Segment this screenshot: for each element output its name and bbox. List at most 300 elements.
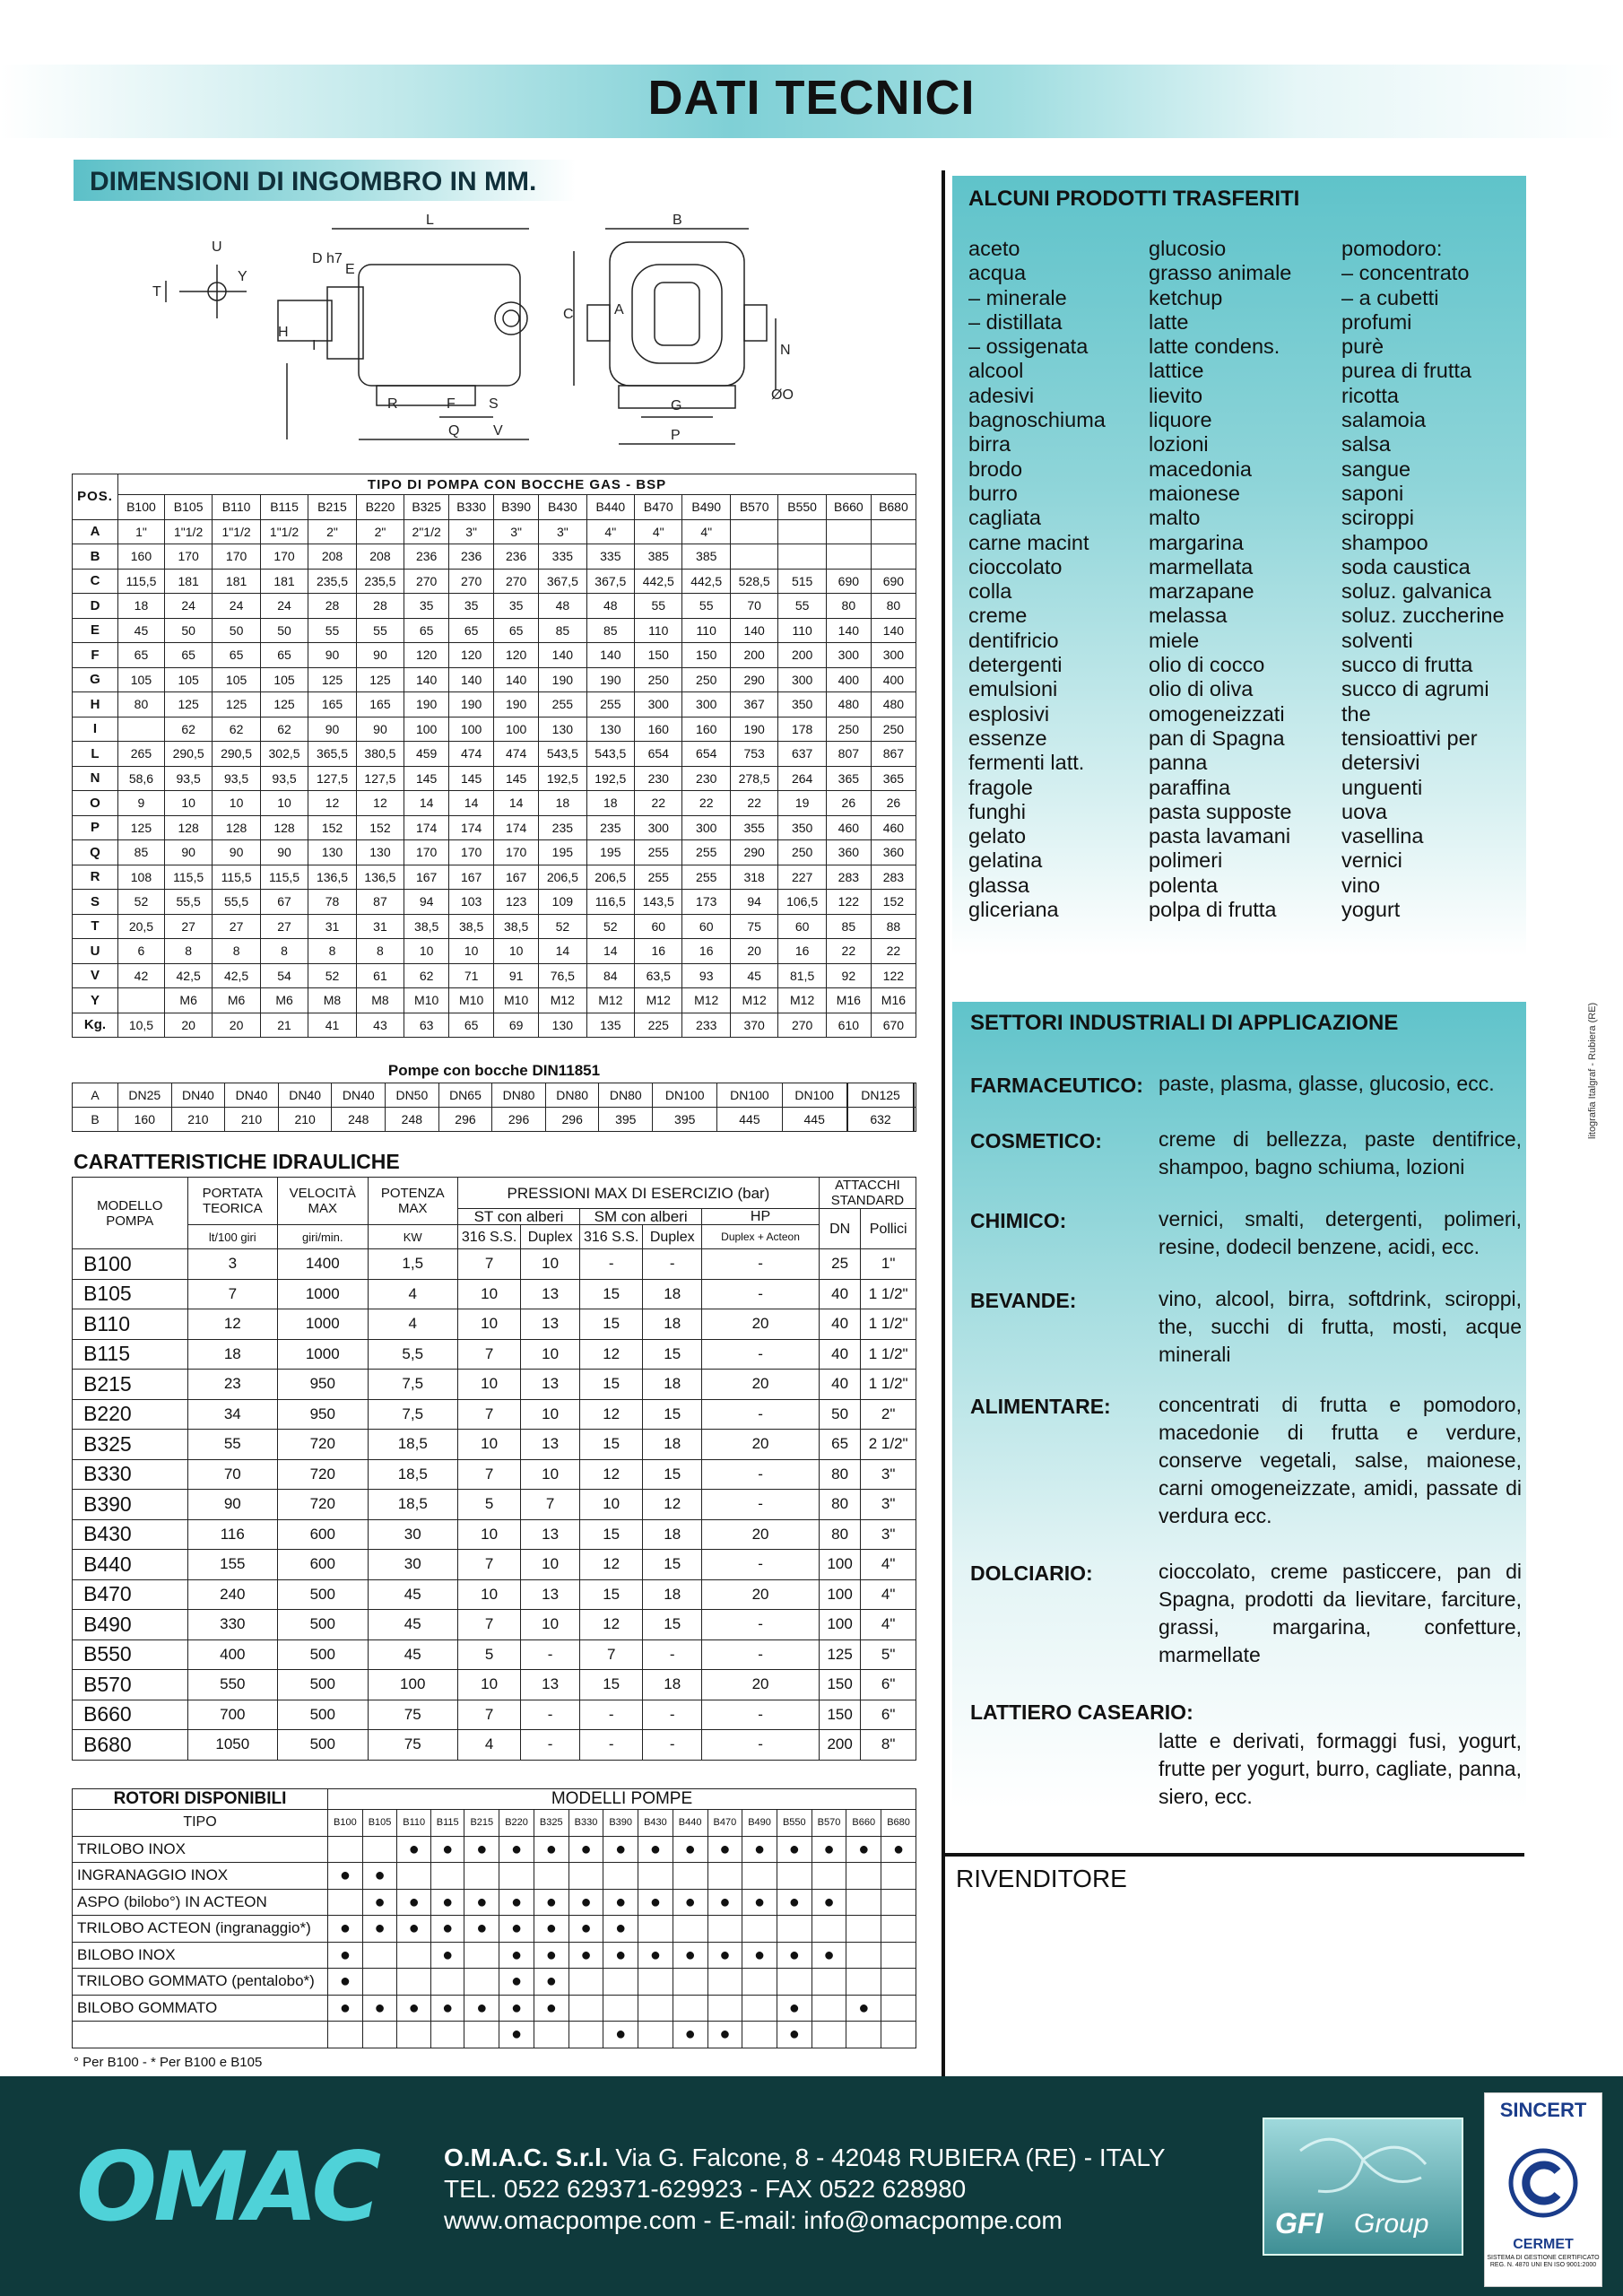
availability-dot: ● bbox=[812, 1889, 846, 1916]
row-label: B bbox=[73, 1108, 118, 1132]
table-cell: 65 bbox=[118, 643, 165, 668]
table-cell: 10 bbox=[521, 1550, 580, 1580]
availability-dot: ● bbox=[464, 1836, 499, 1863]
table-cell: M12 bbox=[778, 988, 826, 1013]
table-cell: 15 bbox=[580, 1519, 643, 1550]
table-cell: 116 bbox=[187, 1519, 277, 1550]
table-cell: 127,5 bbox=[308, 766, 356, 791]
table-row bbox=[73, 1490, 916, 1520]
table-cell: 10 bbox=[260, 791, 308, 816]
table-cell: 1,5 bbox=[368, 1249, 457, 1280]
table-cell: 145 bbox=[404, 766, 449, 791]
table-cell: 120 bbox=[449, 643, 494, 668]
table-cell: 7 bbox=[457, 1339, 520, 1370]
table-cell: 367 bbox=[730, 692, 777, 718]
table-row bbox=[73, 1700, 916, 1730]
table-cell: 90 bbox=[356, 643, 404, 668]
table-cell: 90 bbox=[164, 840, 212, 865]
product-item: soluz. galvanica bbox=[1341, 579, 1492, 604]
table-cell: 10 bbox=[449, 939, 494, 964]
availability-dot: ● bbox=[568, 1942, 603, 1969]
rotor-type: BILOBO INOX bbox=[73, 1942, 328, 1969]
table-cell: - bbox=[521, 1730, 580, 1761]
product-item: – minerale bbox=[968, 285, 1067, 309]
table-cell bbox=[397, 1969, 431, 1996]
table-cell: 10 bbox=[580, 1490, 643, 1520]
table-cell: 24 bbox=[260, 594, 308, 619]
table-cell: 385 bbox=[635, 544, 682, 570]
table-cell: 515 bbox=[778, 569, 826, 594]
row-label: Q bbox=[73, 840, 118, 865]
product-item: esplosivi bbox=[968, 701, 1050, 726]
table-cell: 690 bbox=[826, 569, 871, 594]
table-cell: 48 bbox=[586, 594, 634, 619]
table-cell: 52 bbox=[586, 914, 634, 939]
product-item: – concentrato bbox=[1341, 261, 1470, 285]
row-label: U bbox=[73, 939, 118, 964]
table-cell: 270 bbox=[494, 569, 539, 594]
table-row bbox=[73, 1863, 916, 1890]
table-row bbox=[73, 643, 916, 668]
table-cell: 270 bbox=[404, 569, 449, 594]
table-cell: 235,5 bbox=[356, 569, 404, 594]
row-label: L bbox=[73, 742, 118, 767]
availability-dot: ● bbox=[812, 1836, 846, 1863]
table-cell: 165 bbox=[308, 692, 356, 718]
table-cell: 192,5 bbox=[586, 766, 634, 791]
availability-dot: ● bbox=[846, 1836, 881, 1863]
table-cell: 1000 bbox=[278, 1309, 368, 1340]
table-cell: 100 bbox=[494, 717, 539, 742]
model-cell: B470 bbox=[73, 1579, 188, 1610]
table-cell: 3" bbox=[449, 519, 494, 544]
table-cell bbox=[534, 1863, 568, 1890]
table-cell: 52 bbox=[539, 914, 586, 939]
table-cell: 13 bbox=[521, 1519, 580, 1550]
table-cell bbox=[638, 1916, 673, 1943]
row-label: O bbox=[73, 791, 118, 816]
table-cell bbox=[464, 2022, 499, 2048]
table-cell: 690 bbox=[871, 569, 916, 594]
table-row bbox=[73, 742, 916, 767]
table-row bbox=[73, 692, 916, 718]
product-item: marmellata bbox=[1149, 554, 1254, 578]
table-cell bbox=[846, 1916, 881, 1943]
availability-dot: ● bbox=[707, 1889, 742, 1916]
table-cell: 235 bbox=[539, 815, 586, 840]
table-cell: 93,5 bbox=[213, 766, 260, 791]
table-cell: 230 bbox=[635, 766, 682, 791]
table-cell: 145 bbox=[449, 766, 494, 791]
din-caption: Pompe con bocche DIN11851 bbox=[387, 1062, 601, 1079]
model-header: B390 bbox=[494, 495, 539, 520]
table-cell: 1000 bbox=[278, 1339, 368, 1370]
table-cell: 140 bbox=[494, 667, 539, 692]
table-cell bbox=[362, 1942, 397, 1969]
table-cell: 55,5 bbox=[213, 890, 260, 915]
din-table bbox=[72, 1083, 916, 1132]
availability-dot: ● bbox=[812, 1942, 846, 1969]
hydraulics-table bbox=[72, 1177, 916, 1761]
table-cell: 460 bbox=[871, 815, 916, 840]
table-cell bbox=[568, 2022, 603, 2048]
table-cell: 637 bbox=[778, 742, 826, 767]
table-cell: 8 bbox=[213, 939, 260, 964]
table-cell bbox=[568, 1995, 603, 2022]
h-flow: PORTATA TEORICA bbox=[187, 1178, 277, 1225]
hydraulics-title: CARATTERISTICHE IDRAULICHE bbox=[74, 1150, 400, 1173]
table-cell: 248 bbox=[386, 1108, 439, 1132]
table-cell bbox=[464, 1863, 499, 1890]
product-item: detergenti bbox=[968, 653, 1063, 677]
table-cell: 34 bbox=[187, 1399, 277, 1430]
table-cell: 15 bbox=[643, 1459, 702, 1490]
table-cell: 4" bbox=[635, 519, 682, 544]
products-panel bbox=[952, 176, 1526, 956]
model-cell: B330 bbox=[73, 1459, 188, 1490]
table-cell: - bbox=[702, 1610, 820, 1640]
table-cell: 150 bbox=[635, 643, 682, 668]
rotors-footnote: ° Per B100 - * Per B100 e B105 bbox=[74, 2055, 263, 2070]
table-cell: 40 bbox=[819, 1279, 860, 1309]
product-item: adesivi bbox=[968, 383, 1035, 407]
table-cell: 174 bbox=[449, 815, 494, 840]
model-cell: B430 bbox=[73, 1519, 188, 1550]
availability-dot: ● bbox=[534, 1889, 568, 1916]
table-cell: 367,5 bbox=[539, 569, 586, 594]
availability-dot: ● bbox=[464, 1889, 499, 1916]
cermet-label: CERMET bbox=[1513, 2237, 1574, 2252]
table-cell: 460 bbox=[826, 815, 871, 840]
table-cell: 500 bbox=[278, 1639, 368, 1670]
sector-name: BEVANDE: bbox=[970, 1289, 1077, 1312]
table-cell: 65 bbox=[260, 643, 308, 668]
table-cell: 38,5 bbox=[449, 914, 494, 939]
table-cell: 190 bbox=[730, 717, 777, 742]
table-cell: 65 bbox=[164, 643, 212, 668]
table-cell bbox=[638, 1863, 673, 1890]
table-cell: 10 bbox=[494, 939, 539, 964]
table-cell: 67 bbox=[260, 890, 308, 915]
table-cell: 167 bbox=[449, 865, 494, 890]
availability-dot: ● bbox=[673, 1942, 707, 1969]
table-cell: 600 bbox=[278, 1550, 368, 1580]
table-cell: 110 bbox=[635, 618, 682, 643]
table-cell: DN100 bbox=[717, 1083, 782, 1108]
table-cell: 210 bbox=[171, 1108, 225, 1132]
table-cell: 270 bbox=[449, 569, 494, 594]
product-item: purea di frutta bbox=[1341, 359, 1472, 383]
table-cell: 4" bbox=[861, 1550, 916, 1580]
availability-dot: ● bbox=[430, 1836, 464, 1863]
group-logo bbox=[1263, 2118, 1463, 2256]
product-item: pasta lavamani bbox=[1149, 824, 1291, 848]
h-inch: Pollici bbox=[861, 1209, 916, 1249]
table-cell: 250 bbox=[826, 717, 871, 742]
table-cell: 75 bbox=[368, 1730, 457, 1761]
availability-dot: ● bbox=[777, 1942, 812, 1969]
table-cell: 140 bbox=[730, 618, 777, 643]
table-cell: 125 bbox=[819, 1639, 860, 1670]
table-cell: 807 bbox=[826, 742, 871, 767]
table-cell: 18,5 bbox=[368, 1430, 457, 1460]
table-cell: 41 bbox=[308, 1013, 356, 1038]
product-item: profumi bbox=[1341, 309, 1412, 334]
table-cell: 14 bbox=[494, 791, 539, 816]
table-cell: 167 bbox=[494, 865, 539, 890]
table-cell: M12 bbox=[539, 988, 586, 1013]
table-row bbox=[73, 1370, 916, 1400]
table-cell: 80 bbox=[819, 1519, 860, 1550]
model-header: B115 bbox=[260, 495, 308, 520]
table-cell bbox=[826, 519, 871, 544]
table-cell: 3" bbox=[539, 519, 586, 544]
table-cell: 152 bbox=[356, 815, 404, 840]
table-cell: 91 bbox=[494, 963, 539, 988]
table-cell: 12 bbox=[580, 1339, 643, 1370]
table-cell: 654 bbox=[635, 742, 682, 767]
table-row bbox=[73, 1339, 916, 1370]
table-cell: 18,5 bbox=[368, 1490, 457, 1520]
label-L: L bbox=[426, 213, 434, 228]
product-item: burro bbox=[968, 481, 1018, 505]
sectors-title: SETTORI INDUSTRIALI DI APPLICAZIONE bbox=[970, 1011, 1399, 1035]
table-cell: 355 bbox=[730, 815, 777, 840]
model-header: B440 bbox=[586, 495, 634, 520]
table-cell: - bbox=[702, 1279, 820, 1309]
row-label: S bbox=[73, 890, 118, 915]
table-cell: 50 bbox=[819, 1399, 860, 1430]
table-cell: 18 bbox=[643, 1279, 702, 1309]
product-item: lozioni bbox=[1149, 432, 1209, 457]
rotor-type: TRILOBO INOX bbox=[73, 1836, 328, 1863]
model-cell: B490 bbox=[73, 1610, 188, 1640]
table-cell: 500 bbox=[278, 1730, 368, 1761]
table-cell: 445 bbox=[782, 1108, 846, 1132]
table-cell: 38,5 bbox=[404, 914, 449, 939]
product-item: omogeneizzati bbox=[1149, 701, 1285, 726]
model-cell: B680 bbox=[73, 1730, 188, 1761]
table-cell: 65 bbox=[213, 643, 260, 668]
table-cell: 500 bbox=[278, 1579, 368, 1610]
table-cell: DN25 bbox=[118, 1083, 172, 1108]
label-E: E bbox=[345, 262, 355, 277]
table-cell: 300 bbox=[826, 643, 871, 668]
table-cell: 63,5 bbox=[635, 963, 682, 988]
table-cell: 150 bbox=[819, 1700, 860, 1730]
table-cell: 236 bbox=[404, 544, 449, 570]
table-cell: 248 bbox=[332, 1108, 386, 1132]
availability-dot: ● bbox=[777, 1836, 812, 1863]
table-cell: 75 bbox=[368, 1700, 457, 1730]
table-cell: 4" bbox=[586, 519, 634, 544]
table-cell: 543,5 bbox=[586, 742, 634, 767]
table-cell bbox=[812, 2022, 846, 2048]
table-cell: 110 bbox=[682, 618, 730, 643]
availability-dot: ● bbox=[362, 1995, 397, 2022]
availability-dot: ● bbox=[707, 2022, 742, 2048]
company-line bbox=[444, 2144, 1166, 2172]
availability-dot: ● bbox=[568, 1916, 603, 1943]
table-cell: - bbox=[643, 1249, 702, 1280]
product-item: vernici bbox=[1341, 848, 1402, 873]
omac-logo: OMAC bbox=[76, 2132, 378, 2242]
availability-dot: ● bbox=[534, 1995, 568, 2022]
table-cell: 4" bbox=[682, 519, 730, 544]
table-cell: 105 bbox=[118, 667, 165, 692]
label-S: S bbox=[489, 396, 499, 412]
table-cell: 10 bbox=[457, 1430, 520, 1460]
table-cell: 178 bbox=[778, 717, 826, 742]
table-cell: 65 bbox=[449, 618, 494, 643]
table-cell: 48 bbox=[539, 594, 586, 619]
table-cell bbox=[881, 1889, 916, 1916]
table-cell: 181 bbox=[164, 569, 212, 594]
product-item: gelatina bbox=[968, 848, 1043, 873]
product-item: tensioattivi per bbox=[1341, 726, 1478, 750]
table-cell: - bbox=[580, 1700, 643, 1730]
table-cell: - bbox=[702, 1490, 820, 1520]
table-cell: 123 bbox=[494, 890, 539, 915]
products-column-3 bbox=[1341, 237, 1505, 922]
model-cell: B325 bbox=[73, 1430, 188, 1460]
product-item: pan di Spagna bbox=[1149, 726, 1285, 750]
table-cell: 160 bbox=[682, 717, 730, 742]
table-cell: 140 bbox=[404, 667, 449, 692]
product-item: polimeri bbox=[1149, 848, 1223, 873]
table-cell: 14 bbox=[449, 791, 494, 816]
table-cell: 26 bbox=[826, 791, 871, 816]
availability-dot: ● bbox=[362, 1863, 397, 1890]
table-cell: 20 bbox=[702, 1370, 820, 1400]
availability-dot: ● bbox=[603, 1942, 638, 1969]
table-cell: 15 bbox=[580, 1370, 643, 1400]
table-cell: 90 bbox=[308, 717, 356, 742]
availability-dot: ● bbox=[499, 2022, 534, 2048]
availability-dot: ● bbox=[397, 1995, 431, 2022]
table-cell: 360 bbox=[826, 840, 871, 865]
table-cell: 528,5 bbox=[730, 569, 777, 594]
table-row bbox=[73, 1942, 916, 1969]
table-cell: 81,5 bbox=[778, 963, 826, 988]
table-cell: 9 bbox=[118, 791, 165, 816]
dimensions-heading-bar bbox=[74, 160, 576, 201]
table-cell: 94 bbox=[730, 890, 777, 915]
table-cell bbox=[777, 1916, 812, 1943]
sincert-label: SINCERT bbox=[1499, 2099, 1587, 2121]
table-cell: 5 bbox=[457, 1639, 520, 1670]
table-cell: 16 bbox=[635, 939, 682, 964]
table-cell: 181 bbox=[213, 569, 260, 594]
table-cell bbox=[846, 1863, 881, 1890]
availability-dot: ● bbox=[499, 1995, 534, 2022]
table-cell: 632 bbox=[848, 1108, 913, 1132]
table-cell: 125 bbox=[213, 692, 260, 718]
sector-name: DOLCIARIO: bbox=[970, 1561, 1093, 1585]
table-cell: 250 bbox=[682, 667, 730, 692]
availability-dot: ● bbox=[499, 1889, 534, 1916]
page-title: DATI TECNICI bbox=[647, 71, 976, 125]
table-cell: 210 bbox=[278, 1108, 332, 1132]
sector-text: paste, plasma, glasse, glucosio, ecc. bbox=[1159, 1072, 1495, 1095]
table-cell: - bbox=[580, 1730, 643, 1761]
label-A: A bbox=[614, 302, 624, 317]
model-header: B110 bbox=[397, 1810, 431, 1837]
sector-text: concentrati di frutta e pomodoro, macedonie di frutta e verdure, conserve vegetali, salse, maionese, carni omogeneizzate, amidi, passate di verdura ecc. bbox=[1159, 1393, 1522, 1527]
products-title: ALCUNI PRODOTTI TRASFERITI bbox=[968, 187, 1300, 211]
table-cell: 43 bbox=[356, 1013, 404, 1038]
label-V: V bbox=[493, 423, 503, 439]
table-cell: 26 bbox=[871, 791, 916, 816]
product-item: ketchup bbox=[1149, 285, 1223, 309]
dealer-divider bbox=[945, 1853, 1524, 1857]
rotors-title: ROTORI DISPONIBILI bbox=[73, 1789, 328, 1810]
table-cell: 8" bbox=[861, 1730, 916, 1761]
table-cell: 12 bbox=[356, 791, 404, 816]
product-item: saponi bbox=[1341, 481, 1404, 505]
table-cell: 190 bbox=[494, 692, 539, 718]
table-cell: 190 bbox=[449, 692, 494, 718]
row-label: B bbox=[73, 544, 118, 570]
table-row bbox=[73, 1083, 916, 1108]
table-cell: 170 bbox=[449, 840, 494, 865]
table-cell bbox=[812, 1916, 846, 1943]
table-cell bbox=[812, 1995, 846, 2022]
table-cell: 15 bbox=[643, 1550, 702, 1580]
table-cell: M8 bbox=[356, 988, 404, 1013]
table-row bbox=[73, 1916, 916, 1943]
product-item: polenta bbox=[1149, 873, 1219, 897]
table-cell: 128 bbox=[164, 815, 212, 840]
label-G: G bbox=[671, 398, 682, 413]
availability-dot: ● bbox=[777, 1889, 812, 1916]
product-item: the bbox=[1341, 701, 1371, 726]
table-cell: 365 bbox=[826, 766, 871, 791]
table-cell: 130 bbox=[308, 840, 356, 865]
table-cell bbox=[328, 1836, 363, 1863]
table-cell bbox=[812, 1863, 846, 1890]
availability-dot: ● bbox=[430, 1942, 464, 1969]
table-cell: 85 bbox=[826, 914, 871, 939]
product-item: grasso animale bbox=[1149, 261, 1292, 285]
table-cell bbox=[638, 1969, 673, 1996]
dimensions-heading: DIMENSIONI DI INGOMBRO IN MM. bbox=[90, 167, 537, 196]
sector-text: creme di bellezza, paste dentifrice, shampoo, bagno schiuma, lozioni bbox=[1159, 1127, 1522, 1178]
table-cell: 105 bbox=[164, 667, 212, 692]
product-item: marzapane bbox=[1149, 579, 1254, 604]
table-cell: 42,5 bbox=[213, 963, 260, 988]
table-cell: 1 1/2" bbox=[861, 1370, 916, 1400]
table-row bbox=[73, 840, 916, 865]
table-cell bbox=[430, 2022, 464, 2048]
product-item: creme bbox=[968, 604, 1028, 628]
product-item: unguenti bbox=[1341, 775, 1423, 799]
table-cell: 65 bbox=[819, 1430, 860, 1460]
table-cell bbox=[742, 1916, 777, 1943]
table-cell: 106,5 bbox=[778, 890, 826, 915]
sector-name: COSMETICO: bbox=[970, 1129, 1102, 1152]
product-item: fragole bbox=[968, 775, 1033, 799]
model-header: B570 bbox=[812, 1810, 846, 1837]
product-item: bagnoschiuma bbox=[968, 408, 1106, 432]
table-cell: 720 bbox=[278, 1430, 368, 1460]
table-cell: 115,5 bbox=[164, 865, 212, 890]
availability-dot: ● bbox=[846, 1995, 881, 2022]
table-cell: M12 bbox=[730, 988, 777, 1013]
row-label: F bbox=[73, 643, 118, 668]
h-316a: 316 S.S. bbox=[457, 1225, 520, 1249]
table-row bbox=[73, 1610, 916, 1640]
